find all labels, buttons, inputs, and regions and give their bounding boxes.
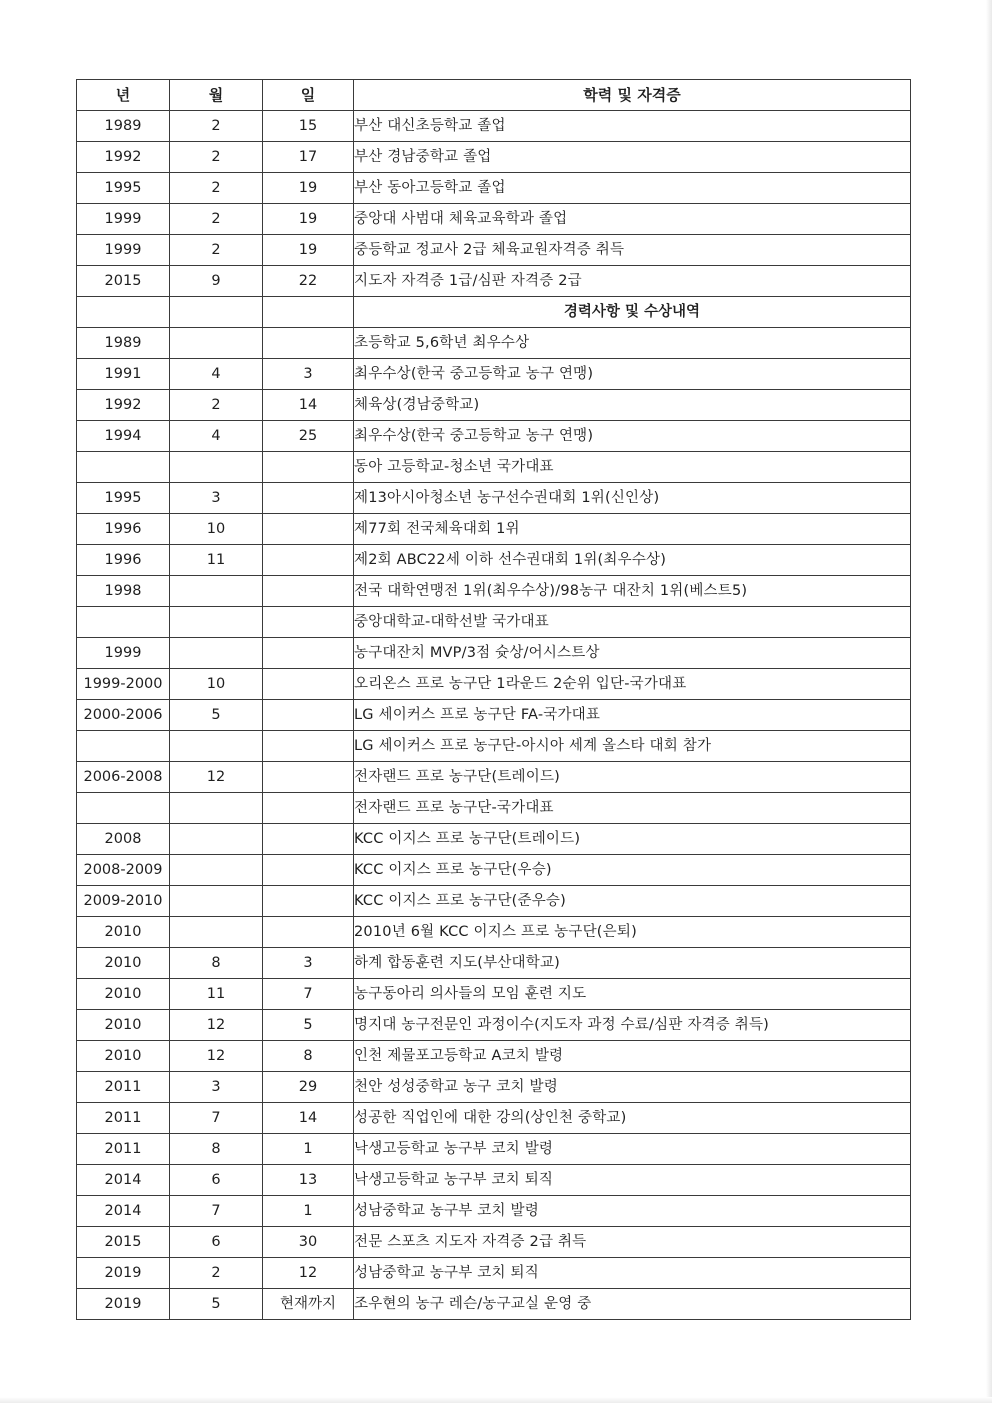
- career-section-header: [77, 297, 911, 328]
- description-cell: 천안 성성중학교 농구 코치 발령: [354, 1072, 911, 1103]
- career-row: [77, 545, 911, 576]
- day-cell: 14: [263, 1103, 354, 1134]
- year-cell: 1999: [77, 638, 170, 669]
- career-row: [77, 638, 911, 669]
- year-cell: 1999: [77, 235, 170, 266]
- career-row: [77, 793, 911, 824]
- career-row: [77, 731, 911, 762]
- career-title-row: [77, 297, 911, 328]
- year-cell: 1989: [77, 328, 170, 359]
- year-cell: 2010: [77, 948, 170, 979]
- day-cell: [263, 886, 354, 917]
- month-cell: 9: [170, 266, 263, 297]
- day-cell: 25: [263, 421, 354, 452]
- day-cell: 19: [263, 173, 354, 204]
- month-cell: [170, 855, 263, 886]
- day-cell: [263, 483, 354, 514]
- description-cell: 초등학교 5,6학년 최우수상: [354, 328, 911, 359]
- education-row: [77, 142, 911, 173]
- year-cell: 2010: [77, 917, 170, 948]
- month-cell: 2: [170, 111, 263, 142]
- month-cell: 12: [170, 1041, 263, 1072]
- description-cell: KCC 이지스 프로 농구단(우승): [354, 855, 911, 886]
- day-cell: 29: [263, 1072, 354, 1103]
- day-cell: [263, 452, 354, 483]
- career-row: [77, 948, 911, 979]
- day-cell: [263, 638, 354, 669]
- career-row: [77, 1103, 911, 1134]
- career-row: [77, 452, 911, 483]
- description-cell: 성공한 직업인에 대한 강의(상인천 중학교): [354, 1103, 911, 1134]
- year-cell: 2015: [77, 1227, 170, 1258]
- description-cell: 중앙대 사범대 체육교육학과 졸업: [354, 204, 911, 235]
- month-cell: [170, 886, 263, 917]
- year-cell: [77, 793, 170, 824]
- year-cell: [77, 607, 170, 638]
- year-cell: 1999-2000: [77, 669, 170, 700]
- career-row: [77, 1289, 911, 1320]
- month-cell: 5: [170, 1289, 263, 1320]
- description-cell: 제2회 ABC22세 이하 선수권대회 1위(최우수상): [354, 545, 911, 576]
- month-cell: 7: [170, 1103, 263, 1134]
- day-cell: 1: [263, 1196, 354, 1227]
- description-cell: 부산 경남중학교 졸업: [354, 142, 911, 173]
- day-cell: [263, 855, 354, 886]
- career-section-title: 경력사항 및 수상내역: [354, 297, 911, 328]
- career-row: [77, 1041, 911, 1072]
- month-cell: 11: [170, 545, 263, 576]
- career-row: [77, 762, 911, 793]
- description-cell: 전국 대학연맹전 1위(최우수상)/98농구 대잔치 1위(베스트5): [354, 576, 911, 607]
- day-cell: 15: [263, 111, 354, 142]
- education-row: [77, 266, 911, 297]
- career-record-table: [76, 79, 911, 1320]
- month-cell: 2: [170, 235, 263, 266]
- day-cell: 7: [263, 979, 354, 1010]
- career-row: [77, 483, 911, 514]
- career-row: [77, 1072, 911, 1103]
- day-cell: [263, 669, 354, 700]
- empty-cell: [263, 297, 354, 328]
- career-row: [77, 359, 911, 390]
- day-cell: [263, 824, 354, 855]
- month-cell: 7: [170, 1196, 263, 1227]
- year-cell: 2019: [77, 1258, 170, 1289]
- year-cell: 2010: [77, 1041, 170, 1072]
- year-cell: 1995: [77, 173, 170, 204]
- header-month: 월: [170, 80, 263, 111]
- day-cell: [263, 545, 354, 576]
- day-cell: 5: [263, 1010, 354, 1041]
- month-cell: 6: [170, 1165, 263, 1196]
- career-row: [77, 328, 911, 359]
- year-cell: 2011: [77, 1103, 170, 1134]
- header-row: [77, 80, 911, 111]
- month-cell: 2: [170, 204, 263, 235]
- description-cell: 2010년 6월 KCC 이지스 프로 농구단(은퇴): [354, 917, 911, 948]
- career-row: [77, 855, 911, 886]
- month-cell: [170, 328, 263, 359]
- description-cell: 낙생고등학교 농구부 코치 발령: [354, 1134, 911, 1165]
- description-cell: 동아 고등학교-청소년 국가대표: [354, 452, 911, 483]
- education-row: [77, 204, 911, 235]
- day-cell: [263, 731, 354, 762]
- year-cell: 2008-2009: [77, 855, 170, 886]
- day-cell: [263, 514, 354, 545]
- day-cell: 17: [263, 142, 354, 173]
- year-cell: 1991: [77, 359, 170, 390]
- day-cell: [263, 700, 354, 731]
- year-cell: 1992: [77, 142, 170, 173]
- month-cell: 10: [170, 669, 263, 700]
- description-cell: 제13아시아청소년 농구선수권대회 1위(신인상): [354, 483, 911, 514]
- career-row: [77, 1165, 911, 1196]
- day-cell: [263, 328, 354, 359]
- month-cell: 3: [170, 483, 263, 514]
- description-cell: 최우수상(한국 중고등학교 농구 연맹): [354, 421, 911, 452]
- description-cell: 전자랜드 프로 농구단(트레이드): [354, 762, 911, 793]
- day-cell: 12: [263, 1258, 354, 1289]
- month-cell: [170, 793, 263, 824]
- year-cell: 2010: [77, 1010, 170, 1041]
- month-cell: [170, 917, 263, 948]
- day-cell: 3: [263, 359, 354, 390]
- career-row: [77, 607, 911, 638]
- career-row: [77, 1196, 911, 1227]
- day-cell: 1: [263, 1134, 354, 1165]
- month-cell: [170, 607, 263, 638]
- empty-cell: [77, 297, 170, 328]
- month-cell: [170, 452, 263, 483]
- day-cell: 22: [263, 266, 354, 297]
- year-cell: 1996: [77, 514, 170, 545]
- month-cell: [170, 824, 263, 855]
- page-edge-right: [986, 0, 992, 1403]
- year-cell: 1995: [77, 483, 170, 514]
- career-row: [77, 514, 911, 545]
- career-row: [77, 421, 911, 452]
- year-cell: 2000-2006: [77, 700, 170, 731]
- year-cell: [77, 731, 170, 762]
- description-cell: 전자랜드 프로 농구단-국가대표: [354, 793, 911, 824]
- month-cell: 4: [170, 421, 263, 452]
- day-cell: [263, 917, 354, 948]
- description-cell: 체육상(경남중학교): [354, 390, 911, 421]
- year-cell: 1989: [77, 111, 170, 142]
- year-cell: 2014: [77, 1196, 170, 1227]
- month-cell: 12: [170, 762, 263, 793]
- year-cell: 2006-2008: [77, 762, 170, 793]
- education-section: [77, 111, 911, 297]
- description-cell: KCC 이지스 프로 농구단(준우승): [354, 886, 911, 917]
- year-cell: 2011: [77, 1134, 170, 1165]
- career-section: [77, 328, 911, 1320]
- day-cell: 30: [263, 1227, 354, 1258]
- day-cell: [263, 762, 354, 793]
- month-cell: [170, 576, 263, 607]
- career-row: [77, 1134, 911, 1165]
- description-cell: 부산 대신초등학교 졸업: [354, 111, 911, 142]
- year-cell: 1994: [77, 421, 170, 452]
- description-cell: KCC 이지스 프로 농구단(트레이드): [354, 824, 911, 855]
- description-cell: 성남중학교 농구부 코치 퇴직: [354, 1258, 911, 1289]
- career-row: [77, 979, 911, 1010]
- year-cell: 1998: [77, 576, 170, 607]
- description-cell: 인천 제물포고등학교 A코치 발령: [354, 1041, 911, 1072]
- career-row: [77, 917, 911, 948]
- month-cell: 2: [170, 142, 263, 173]
- day-cell: 8: [263, 1041, 354, 1072]
- day-cell: 3: [263, 948, 354, 979]
- year-cell: 1992: [77, 390, 170, 421]
- day-cell: 14: [263, 390, 354, 421]
- description-cell: 지도자 자격증 1급/심판 자격증 2급: [354, 266, 911, 297]
- day-cell: 19: [263, 235, 354, 266]
- description-cell: 낙생고등학교 농구부 코치 퇴직: [354, 1165, 911, 1196]
- year-cell: 2009-2010: [77, 886, 170, 917]
- year-cell: 2014: [77, 1165, 170, 1196]
- day-cell: [263, 607, 354, 638]
- empty-cell: [170, 297, 263, 328]
- description-cell: 중등학교 정교사 2급 체육교원자격증 취득: [354, 235, 911, 266]
- career-row: [77, 1010, 911, 1041]
- month-cell: 8: [170, 1134, 263, 1165]
- month-cell: 5: [170, 700, 263, 731]
- description-cell: 성남중학교 농구부 코치 발령: [354, 1196, 911, 1227]
- career-row: [77, 576, 911, 607]
- year-cell: 1996: [77, 545, 170, 576]
- description-cell: LG 세이커스 프로 농구단-아시아 세계 올스타 대회 참가: [354, 731, 911, 762]
- month-cell: 12: [170, 1010, 263, 1041]
- description-cell: 최우수상(한국 중고등학교 농구 연맹): [354, 359, 911, 390]
- month-cell: 2: [170, 1258, 263, 1289]
- education-row: [77, 235, 911, 266]
- month-cell: 10: [170, 514, 263, 545]
- month-cell: [170, 638, 263, 669]
- career-row: [77, 1227, 911, 1258]
- description-cell: 명지대 농구전문인 과정이수(지도자 과정 수료/심판 자격증 취득): [354, 1010, 911, 1041]
- career-row: [77, 700, 911, 731]
- month-cell: 8: [170, 948, 263, 979]
- year-cell: [77, 452, 170, 483]
- month-cell: 11: [170, 979, 263, 1010]
- career-row: [77, 669, 911, 700]
- day-cell: [263, 576, 354, 607]
- description-cell: 조우현의 농구 레슨/농구교실 운영 중: [354, 1289, 911, 1320]
- education-row: [77, 111, 911, 142]
- month-cell: [170, 731, 263, 762]
- year-cell: 2015: [77, 266, 170, 297]
- career-row: [77, 886, 911, 917]
- year-cell: 2010: [77, 979, 170, 1010]
- header-education-title: 학력 및 자격증: [354, 80, 911, 111]
- day-cell: 13: [263, 1165, 354, 1196]
- day-cell: 19: [263, 204, 354, 235]
- header-day: 일: [263, 80, 354, 111]
- description-cell: 농구동아리 의사들의 모임 훈련 지도: [354, 979, 911, 1010]
- education-row: [77, 173, 911, 204]
- year-cell: 2011: [77, 1072, 170, 1103]
- description-cell: 농구대잔치 MVP/3점 슛상/어시스트상: [354, 638, 911, 669]
- month-cell: 4: [170, 359, 263, 390]
- month-cell: 6: [170, 1227, 263, 1258]
- month-cell: 2: [170, 173, 263, 204]
- month-cell: 2: [170, 390, 263, 421]
- page-edge-bottom: [0, 1397, 992, 1403]
- description-cell: LG 세이커스 프로 농구단 FA-국가대표: [354, 700, 911, 731]
- year-cell: 1999: [77, 204, 170, 235]
- month-cell: 3: [170, 1072, 263, 1103]
- description-cell: 부산 동아고등학교 졸업: [354, 173, 911, 204]
- description-cell: 하계 합동훈련 지도(부산대학교): [354, 948, 911, 979]
- year-cell: 2019: [77, 1289, 170, 1320]
- day-cell: 현재까지: [263, 1289, 354, 1320]
- career-row: [77, 824, 911, 855]
- day-cell: [263, 793, 354, 824]
- description-cell: 전문 스포츠 지도자 자격증 2급 취득: [354, 1227, 911, 1258]
- description-cell: 제77회 전국체육대회 1위: [354, 514, 911, 545]
- description-cell: 중앙대학교-대학선발 국가대표: [354, 607, 911, 638]
- description-cell: 오리온스 프로 농구단 1라운드 2순위 입단-국가대표: [354, 669, 911, 700]
- career-row: [77, 1258, 911, 1289]
- year-cell: 2008: [77, 824, 170, 855]
- header-year: 년: [77, 80, 170, 111]
- career-row: [77, 390, 911, 421]
